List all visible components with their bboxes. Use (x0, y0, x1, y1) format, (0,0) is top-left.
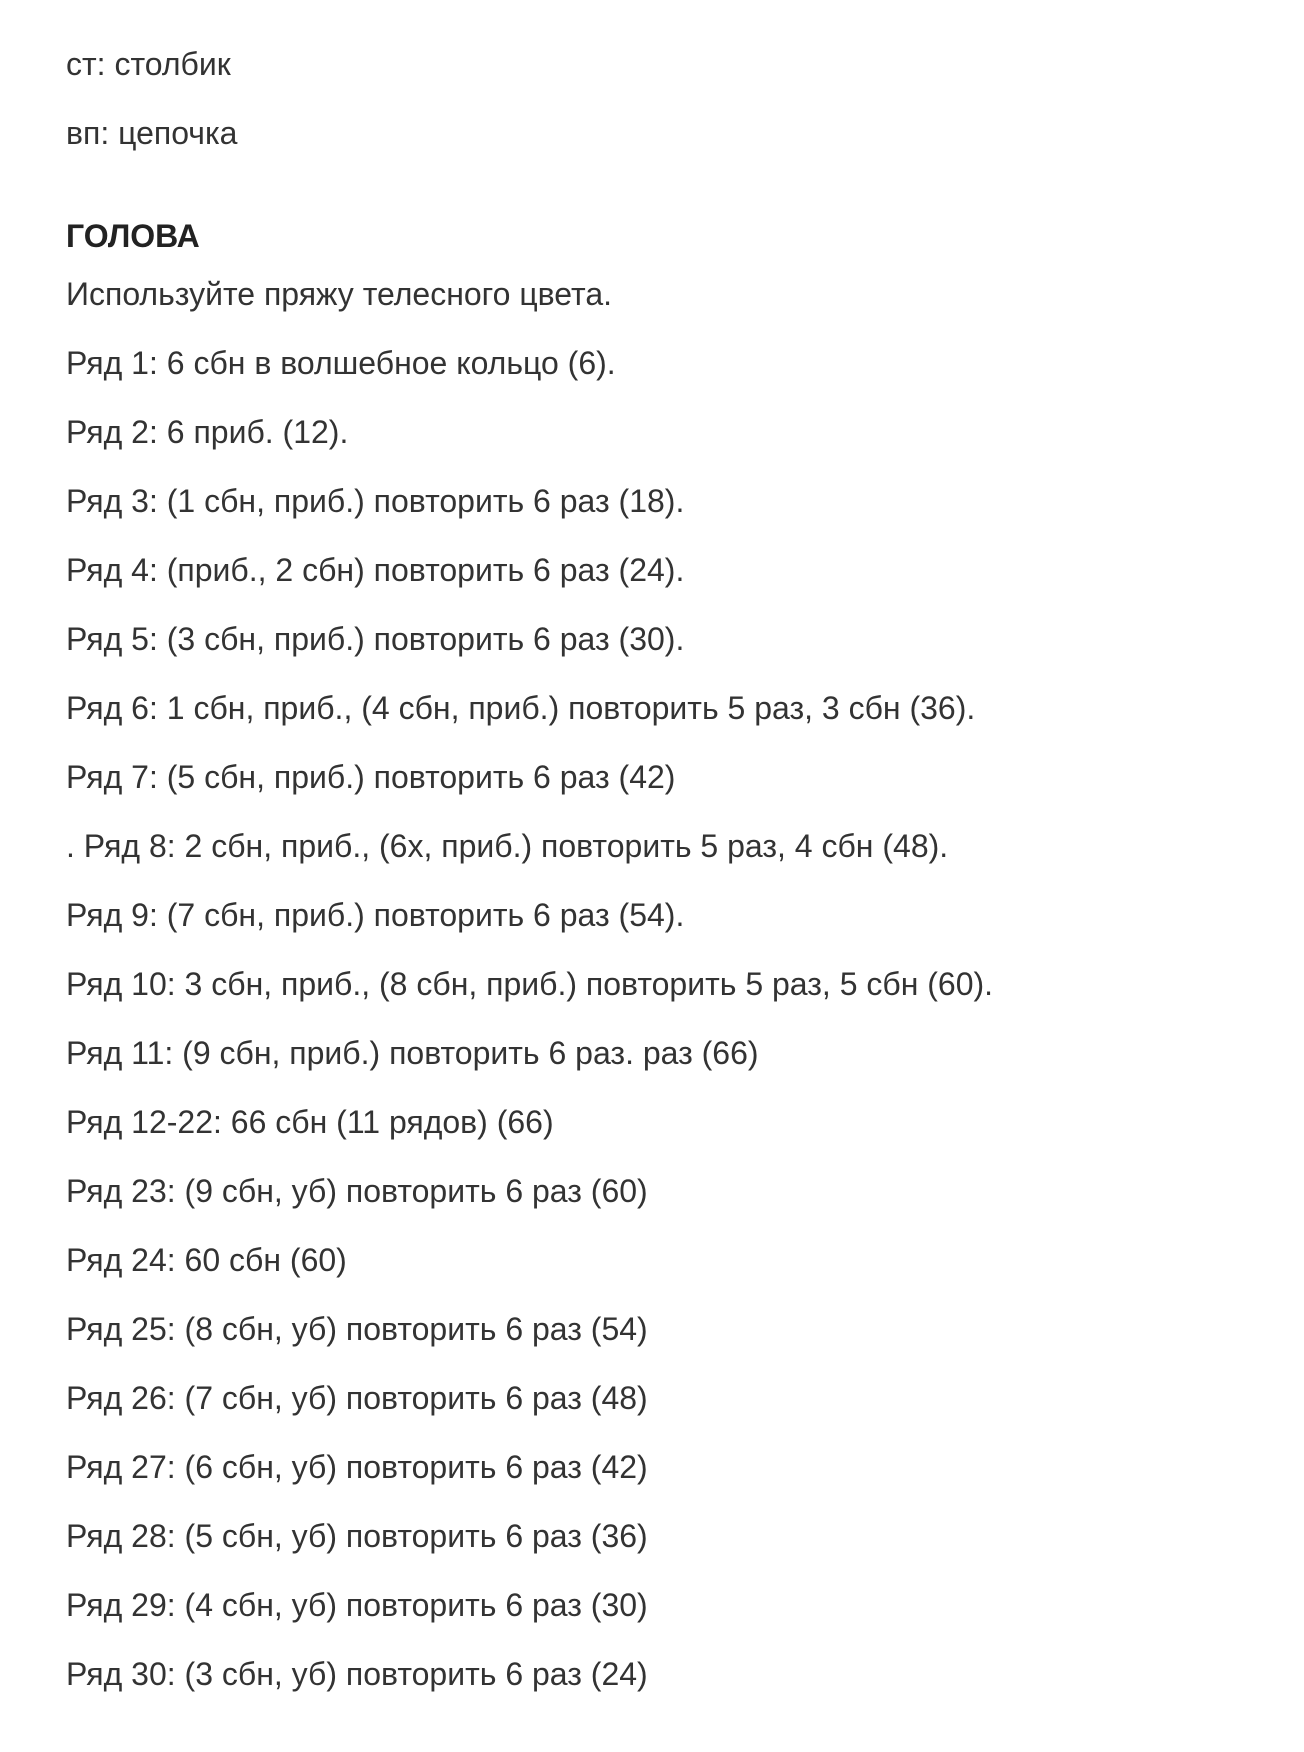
section-intro: Используйте пряжу телесного цвета. (66, 276, 612, 312)
glossary-vp: вп: цепочка (66, 115, 238, 151)
section-title: ГОЛОВА (66, 218, 200, 254)
row-6: Ряд 6: 1 сбн, приб., (4 сбн, приб.) повторить 5 раз, 3 сбн (36). (66, 690, 976, 726)
row-26: Ряд 26: (7 сбн, уб) повторить 6 раз (48) (66, 1380, 648, 1416)
row-3: Ряд 3: (1 сбн, приб.) повторить 6 раз (18). (66, 483, 685, 519)
glossary-st: ст: столбик (66, 46, 231, 82)
row-27: Ряд 27: (6 сбн, уб) повторить 6 раз (42) (66, 1449, 648, 1485)
row-2: Ряд 2: 6 приб. (12). (66, 414, 349, 450)
row-30: Ряд 30: (3 сбн, уб) повторить 6 раз (24) (66, 1656, 648, 1692)
row-4: Ряд 4: (приб., 2 сбн) повторить 6 раз (24). (66, 552, 685, 588)
row-7: Ряд 7: (5 сбн, приб.) повторить 6 раз (42) (66, 759, 676, 795)
row-25: Ряд 25: (8 сбн, уб) повторить 6 раз (54) (66, 1311, 648, 1347)
row-23: Ряд 23: (9 сбн, уб) повторить 6 раз (60) (66, 1173, 648, 1209)
row-10: Ряд 10: 3 сбн, приб., (8 сбн, приб.) повторить 5 раз, 5 сбн (60). (66, 966, 994, 1002)
row-24: Ряд 24: 60 сбн (60) (66, 1242, 347, 1278)
row-11: Ряд 11: (9 сбн, приб.) повторить 6 раз. раз (66) (66, 1035, 759, 1071)
row-28: Ряд 28: (5 сбн, уб) повторить 6 раз (36) (66, 1518, 648, 1554)
row-8: . Ряд 8: 2 сбн, приб., (6х, приб.) повторить 5 раз, 4 сбн (48). (66, 828, 949, 864)
row-12-22: Ряд 12-22: 66 сбн (11 рядов) (66) (66, 1104, 554, 1140)
row-1: Ряд 1: 6 сбн в волшебное кольцо (6). (66, 345, 616, 381)
row-9: Ряд 9: (7 сбн, приб.) повторить 6 раз (54). (66, 897, 685, 933)
row-29: Ряд 29: (4 сбн, уб) повторить 6 раз (30) (66, 1587, 648, 1623)
row-5: Ряд 5: (3 сбн, приб.) повторить 6 раз (30). (66, 621, 685, 657)
